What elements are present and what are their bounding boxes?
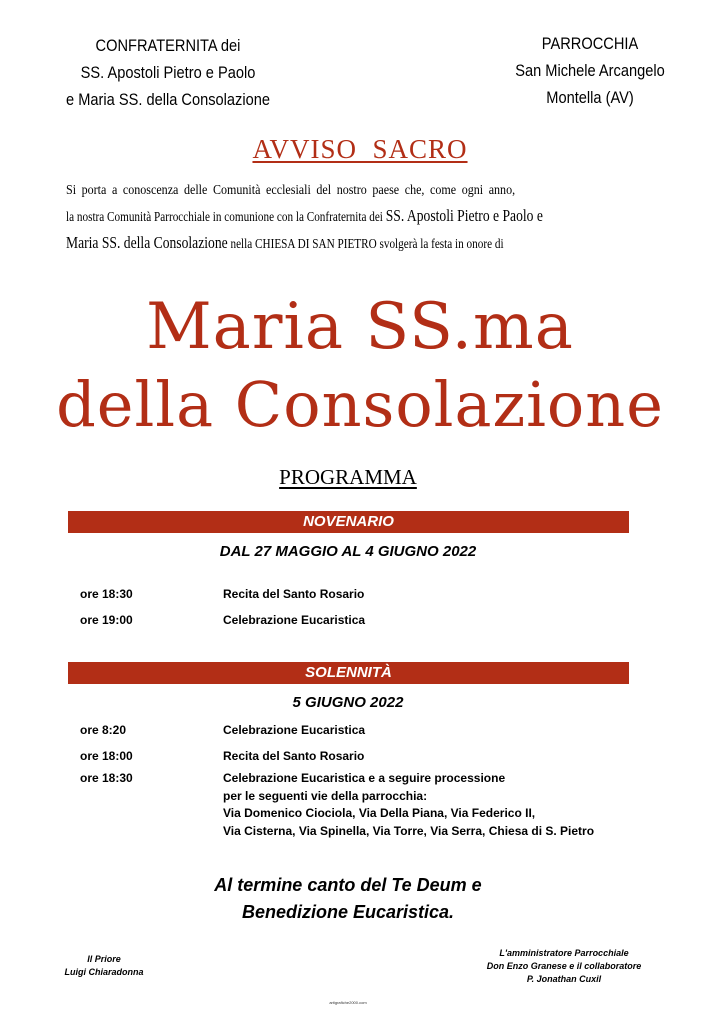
amministratore-title: L'amministratore Parrocchiale xyxy=(499,948,629,958)
schedule-time: ore 18:30 xyxy=(80,587,133,601)
solennita-date: 5 GIUGNO 2022 xyxy=(292,694,404,711)
procession-route-line-1: Via Domenico Ciociola, Via Della Piana, Via Federico II, xyxy=(223,806,536,820)
solennita-band: SOLENNITÀ xyxy=(68,662,629,684)
schedule-row xyxy=(0,612,720,628)
parrocchia-line-1: PARROCCHIA xyxy=(541,34,639,53)
main-title-line-2: della Consolazione xyxy=(56,368,664,441)
avviso-sacro-heading xyxy=(0,134,720,165)
novenario-dates: DAL 27 MAGGIO AL 4 GIUGNO 2022 xyxy=(219,543,477,560)
priore-title: Il Priore xyxy=(87,954,121,964)
confraternita-line-2: SS. Apostoli Pietro e Paolo xyxy=(80,63,256,82)
schedule-row xyxy=(0,770,720,846)
amministratore-signature xyxy=(450,947,678,986)
programma-heading xyxy=(0,465,696,490)
schedule-description: Recita del Santo Rosario xyxy=(223,749,365,763)
programma-text: PROGRAMMA xyxy=(279,465,417,489)
amministratore-name: Don Enzo Granese e il collaboratore xyxy=(486,961,642,971)
closing-note xyxy=(0,872,696,926)
closing-line-2: Benedizione Eucaristica. xyxy=(241,902,455,922)
schedule-row xyxy=(0,722,720,738)
schedule-time: ore 19:00 xyxy=(80,613,133,627)
intro-line-1: Si porta a conoscenza delle Comunità ecclesiali del nostro paese che, come ogni anno, xyxy=(66,183,516,198)
intro-paragraph xyxy=(66,178,666,257)
schedule-time: ore 8:20 xyxy=(80,723,127,737)
parrocchia-line-2: San Michele Arcangelo xyxy=(515,61,665,80)
confraternita-line-3: e Maria SS. della Consolazione xyxy=(66,90,270,109)
collaboratore-name: P. Jonathan Cuxil xyxy=(526,974,602,984)
procession-route-line-2: Via Cisterna, Via Spinella, Via Torre, Via Serra, Chiesa di S. Pietro xyxy=(223,823,595,838)
priore-name: Luigi Chiaradonna xyxy=(64,967,144,977)
intro-line-3-text: nella CHIESA DI SAN PIETRO svolgerà la festa in onore di xyxy=(227,237,504,252)
schedule-row xyxy=(0,748,720,764)
confraternita-line-1: CONFRATERNITA dei xyxy=(95,36,241,55)
intro-line-3 xyxy=(66,230,546,257)
intro-line-2-text: la nostra Comunità Parrocchiale in comunione con la Confraternita dei xyxy=(66,210,386,225)
closing-line-1: Al termine canto del Te Deum e xyxy=(214,875,482,895)
schedule-description-block xyxy=(223,770,594,840)
schedule-description: Celebrazione Eucaristica e a seguire processione xyxy=(223,771,506,785)
main-title-line-1: Maria SS.ma xyxy=(146,290,574,364)
procession-intro: per le seguenti vie della parrocchia: xyxy=(223,788,428,803)
schedule-description: Celebrazione Eucaristica xyxy=(223,723,366,737)
intro-line-2 xyxy=(66,203,546,230)
intro-line-3-emphasis: Maria SS. della Consolazione xyxy=(66,233,228,252)
priore-signature xyxy=(34,953,174,979)
intro-line-2-emphasis: SS. Apostoli Pietro e Paolo e xyxy=(385,206,543,225)
parrocchia-line-3: Montella (AV) xyxy=(546,88,634,107)
schedule-time: ore 18:30 xyxy=(80,771,133,785)
confraternita-header xyxy=(56,32,280,113)
schedule-time: ore 18:00 xyxy=(80,749,133,763)
novenario-band: NOVENARIO xyxy=(68,511,629,533)
schedule-description: Recita del Santo Rosario xyxy=(223,587,365,601)
schedule-description: Celebrazione Eucaristica xyxy=(223,613,366,627)
schedule-row xyxy=(0,586,720,602)
printer-credit: artigrafiche2000.com xyxy=(329,1000,367,1005)
avviso-sacro-text: AVVISO SACRO xyxy=(252,134,468,164)
parrocchia-header xyxy=(487,30,693,111)
